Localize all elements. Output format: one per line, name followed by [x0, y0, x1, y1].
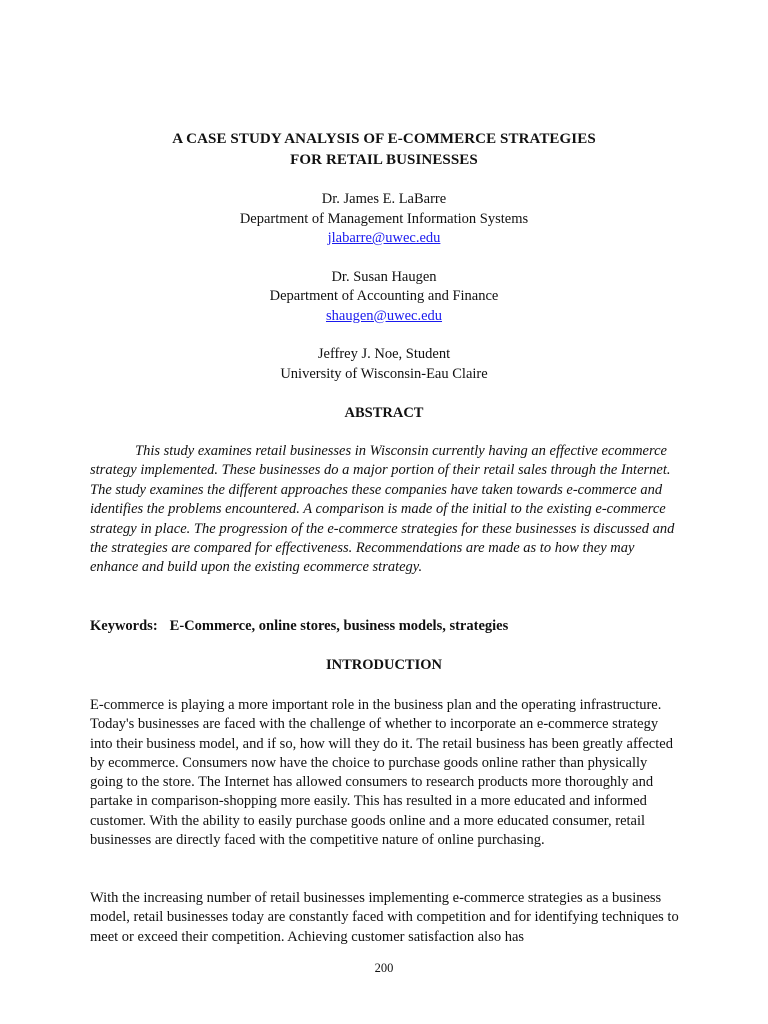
intro-paragraph-1: E-commerce is playing a more important role in the business plan and the operating infrastructure. Today's businesses are faced with the challenge of whether to incorporate an e-commerce strategy into their business model, and if so, how will they do it. The retail business has been greatly affected by ecommerce. Consumers now have the choice to purchase goods online rather than physically going to the store. The Internet has allowed consumers to research products more thoroughly and partake in comparison-shopping more easily. This has resulted in a more educated and informed customer. With the ability to easily purchase goods online and a more educated consumer, retail businesses are directly faced with the competitive nature of online purchasing. — [90, 697, 673, 849]
author-email-link[interactable]: shaugen@uwec.edu — [325, 307, 443, 324]
abstract-text — [90, 442, 680, 578]
paper-title — [0, 129, 768, 171]
author-name: Jeffrey J. Noe, Student — [317, 346, 451, 362]
author-block — [0, 345, 768, 384]
author-affiliation: Department of Accounting and Finance — [269, 288, 499, 304]
title-line-2: FOR RETAIL BUSINESSES — [290, 152, 478, 168]
author-email-link[interactable]: jlabarre@uwec.edu — [327, 230, 441, 246]
keywords-value: E-Commerce, online stores, business models, strategies — [169, 618, 509, 634]
author-affiliation: Department of Management Information Systems — [239, 210, 529, 227]
introduction-heading: INTRODUCTION — [325, 657, 442, 673]
abstract-body: This study examines retail businesses in Wisconsin currently having an effective ecommerce strategy implemented. These businesses do a major portion of their retail sales through the Internet. The study examines the different approaches these companies have taken towards e-commerce and identifies the problems encountered. A comparison is made of the initial to the existing e-commerce strategy in place. The progression of the e-commerce strategies for these businesses is discussed and the strategies are compared for effectiveness. Recommendations are made as to how they may enhance and build upon the existing ecommerce strategy. — [90, 443, 675, 576]
abstract-heading: ABSTRACT — [344, 405, 424, 421]
author-affiliation: University of Wisconsin-Eau Claire — [280, 365, 488, 382]
author-block — [0, 268, 768, 327]
author-list — [0, 190, 768, 403]
keywords-line — [90, 617, 690, 636]
author-block — [0, 190, 768, 249]
author-name: Dr. James E. LaBarre — [321, 191, 447, 207]
keywords-label: Keywords: — [90, 618, 158, 634]
title-line-1: A CASE STUDY ANALYSIS OF E-COMMERCE STRATEGIES — [172, 131, 596, 147]
intro-paragraph-2: With the increasing number of retail businesses implementing e-commerce strategies as a business model, retail businesses today are constantly faced with competition and for identifying techniques to meet or exceed their competition. Achieving customer satisfaction also has — [90, 890, 679, 945]
author-name: Dr. Susan Haugen — [331, 268, 437, 285]
page-number: 200 — [374, 961, 394, 975]
